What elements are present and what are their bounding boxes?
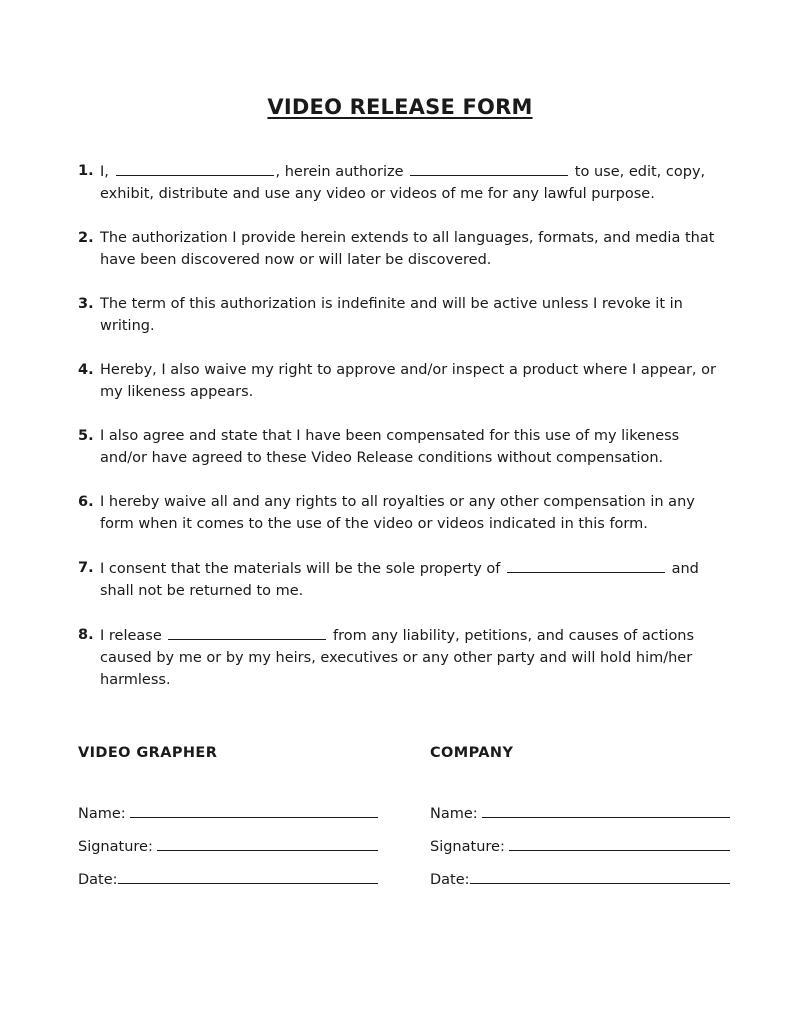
clause-text: Hereby, I also waive my right to approve and/or inspect a product where I appear, or my likeness appears.: [100, 362, 716, 400]
videographer-heading: VIDEO GRAPHER: [78, 745, 218, 761]
clause-text: , herein authorize: [275, 164, 409, 180]
authorized-party-blank[interactable]: [410, 160, 568, 176]
date-label: Date:: [78, 872, 118, 888]
clause-number: 8.: [78, 627, 94, 643]
videographer-date-line[interactable]: [118, 867, 378, 884]
clause-list: [78, 160, 728, 713]
clause-text: I release: [100, 628, 167, 644]
clause-8: [78, 624, 728, 691]
name-label: Name:: [430, 806, 478, 822]
clause-number: 7.: [78, 560, 94, 576]
clause-text: I also agree and state that I have been compensated for this use of my likeness and/or have agreed to these Video Release conditions without compensation.: [100, 428, 680, 466]
clause-text: The term of this authorization is indefinite and will be active unless I revoke it in writing.: [100, 296, 683, 334]
releasor-name-blank[interactable]: [116, 160, 274, 176]
videographer-signature-line[interactable]: [157, 834, 378, 851]
company-date-line[interactable]: [470, 867, 730, 884]
signature-label: Signature:: [78, 839, 153, 855]
company-name-row: [430, 789, 730, 822]
clause-text: The authorization I provide herein extends to all languages, formats, and media that have been discovered now or will later be discovered.: [100, 230, 715, 268]
company-signature-block: [430, 745, 730, 888]
name-label: Name:: [78, 806, 126, 822]
clause-number: 6.: [78, 494, 94, 510]
clause-number: 2.: [78, 230, 94, 246]
released-party-blank[interactable]: [168, 624, 326, 640]
clause-2: [78, 227, 728, 271]
company-date-row: [430, 855, 730, 888]
clause-text: I,: [100, 164, 114, 180]
clause-7: [78, 557, 728, 602]
videographer-signature-block: [78, 745, 378, 888]
clause-text: I consent that the materials will be the sole property of: [100, 561, 505, 577]
clause-3: [78, 293, 728, 337]
clause-1: [78, 160, 728, 205]
clause-5: [78, 425, 728, 469]
clause-text: I hereby waive all and any rights to all royalties or any other compensation in any form when it comes to the use of the video or videos indicated in this form.: [100, 494, 695, 532]
videographer-name-line[interactable]: [130, 801, 378, 818]
videographer-name-row: [78, 789, 378, 822]
clause-text: from any liability, petitions, and causes of actions caused by me or by my heirs, executives or any other party and will hold him/her harmless.: [100, 628, 695, 688]
company-signature-row: [430, 822, 730, 855]
clause-text: to use, edit, copy, exhibit, distribute and use any video or videos of me for any lawful purpose.: [100, 164, 706, 202]
clause-6: [78, 491, 728, 535]
clause-number: 4.: [78, 362, 94, 378]
videographer-signature-row: [78, 822, 378, 855]
clause-text: and shall not be returned to me.: [100, 561, 699, 599]
company-heading: COMPANY: [430, 745, 514, 761]
company-name-line[interactable]: [482, 801, 730, 818]
date-label: Date:: [430, 872, 470, 888]
videographer-date-row: [78, 855, 378, 888]
signature-label: Signature:: [430, 839, 505, 855]
company-signature-line[interactable]: [509, 834, 730, 851]
clause-number: 3.: [78, 296, 94, 312]
clause-number: 5.: [78, 428, 94, 444]
property-owner-blank[interactable]: [507, 557, 665, 573]
form-title: VIDEO RELEASE FORM: [267, 95, 533, 119]
clause-number: 1.: [78, 163, 94, 179]
clause-4: [78, 359, 728, 403]
